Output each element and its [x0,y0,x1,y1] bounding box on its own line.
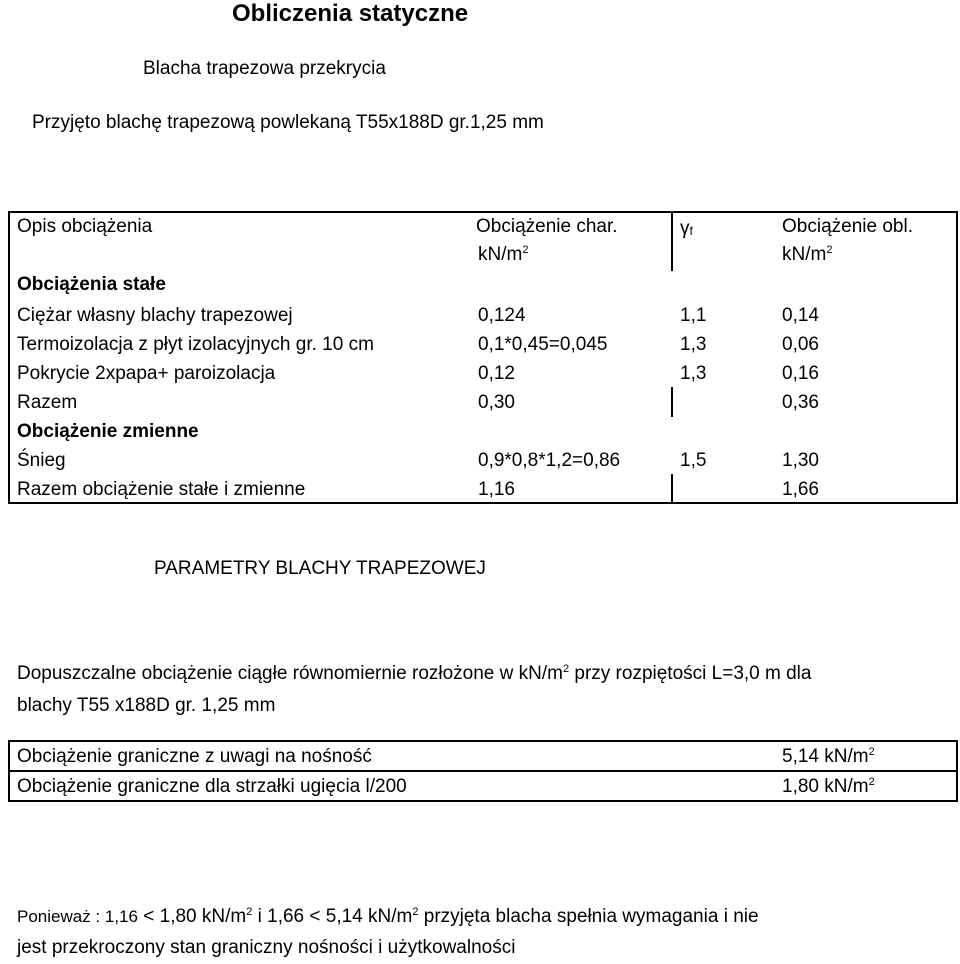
row-gamma: 1,1 [680,305,707,326]
row-gamma: 1,3 [680,363,707,384]
section-subtitle: Blacha trapezowa przekrycia [143,58,386,79]
row-design: 0,06 [782,334,819,355]
col-sep-razem-total [671,474,673,504]
table-border-left [8,211,10,504]
header-char-unit: $kN/m^2$ [478,244,529,265]
col-sep-razem [671,387,673,417]
row-gamma: 1,3 [680,334,707,355]
header-design: Obciążenie obl. [782,216,913,237]
conclusion-line2: jest przekroczony stan graniczny nośności i użytkowalności [17,937,516,958]
row-char: 0,1*0,45=0,045 [478,334,608,355]
header-description: Opis obciążenia [17,216,153,237]
limit-value: 1,80 $kN/m^2$ [782,776,875,797]
conclusion-line1: Ponieważ : 1,16 < 1,80 $kN/m^2$ i 1,66 < 5,14 $kN/m^2$ przyjęta blacha spełnia wymagania i nie [17,906,759,927]
limits-border-left [8,740,10,802]
allowable-line1: Dopuszczalne obciążenie ciągłe równomiernie rozłożone w $kN/m^2$ przy rozpiętości L=3,0 m dla [17,663,812,684]
row-design: 1,66 [782,479,819,500]
row-char: 0,12 [478,363,515,384]
limits-border-right [956,740,958,802]
limits-border-mid [8,770,958,772]
header-char: Obciążenie char. [476,216,618,237]
header-gamma: $\gamma_f$ [680,218,693,239]
row-design: 1,30 [782,450,819,471]
row-design: 0,36 [782,392,819,413]
row-char: 0,124 [478,305,526,326]
row-description: Śnieg [17,450,66,471]
row-description: Termoizolacja z płyt izolacyjnych gr. 10 cm [17,334,374,355]
row-char: 0,9*0,8*1,2=0,86 [478,450,621,471]
table-border-top [8,211,958,213]
row-description: Razem [17,392,78,413]
col-sep-header-gamma [671,211,673,271]
assumption-text: Przyjęto blachę trapezową powlekaną T55x188D gr.1,25 mm [32,112,544,133]
row-description: Razem obciążenie stałe i zmienne [17,479,306,500]
row-char: 0,30 [478,392,515,413]
allowable-line2: blachy T55 x188D gr. 1,25 mm [17,695,276,716]
row-gamma: 1,5 [680,450,707,471]
table-border-right [956,211,958,504]
parameters-heading: PARAMETRY BLACHY TRAPEZOWEJ [154,558,486,579]
row-description: Ciężar własny blachy trapezowej [17,305,293,326]
limits-border-top [8,740,958,742]
row-char: 1,16 [478,479,515,500]
section-permanent: Obciążenia stałe [17,274,166,295]
row-design: 0,16 [782,363,819,384]
limit-value: 5,14 $kN/m^2$ [782,746,875,767]
limit-label: Obciążenie graniczne dla strzałki ugięcia l/200 [17,776,407,797]
header-design-unit: $kN/m^2$ [782,244,833,265]
row-description: Pokrycie 2xpapa+ paroizolacja [17,363,276,384]
limits-border-bottom [8,800,958,802]
section-variable: Obciążenie zmienne [17,421,199,442]
page-title: Obliczenia statyczne [232,0,469,27]
limit-label: Obciążenie graniczne z uwagi na nośność [17,746,372,767]
table-border-bottom [8,502,958,504]
row-design: 0,14 [782,305,819,326]
